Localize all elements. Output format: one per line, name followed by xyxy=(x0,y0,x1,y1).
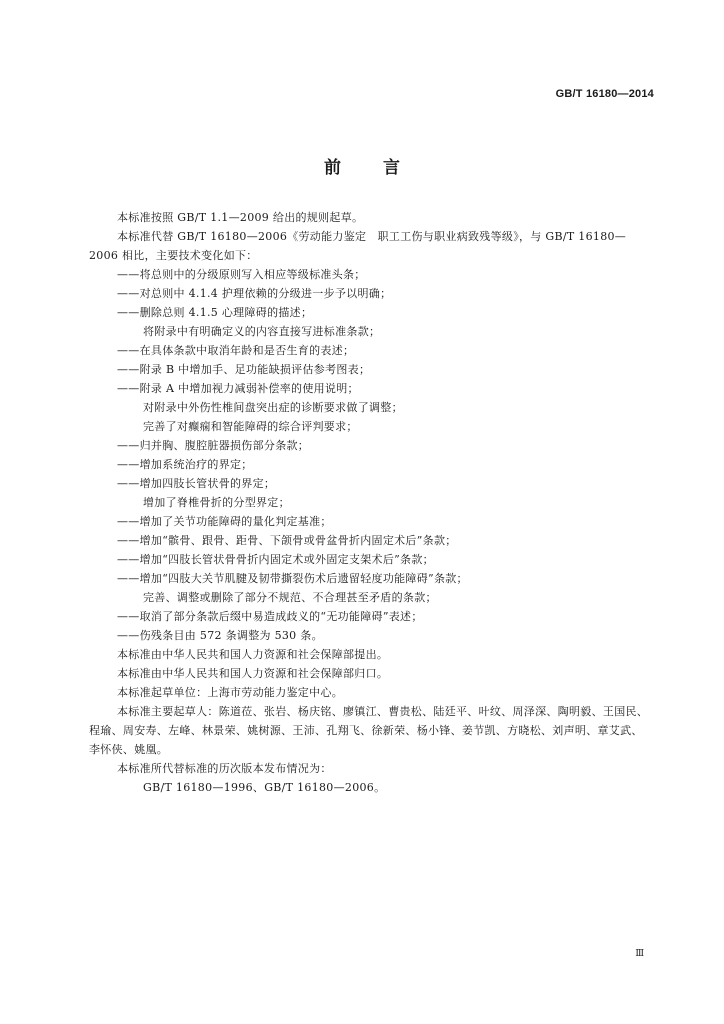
paragraph-proposer: 本标准由中华人民共和国人力资源和社会保障部提出。 xyxy=(117,648,389,661)
paragraph-drafters: 本标准主要起草人：陈道莅、张岩、杨庆铭、廖镇江、曹贵松、陆廷平、叶纹、周泽深、陶明毅、王国民、 xyxy=(117,705,649,718)
change-item: ——增加了关节功能障碍的量化判定基准； xyxy=(117,515,332,528)
change-item: 将附录中有明确定义的内容直接写进标准条款； xyxy=(143,325,381,338)
change-item: ——归并胸、腹腔脏器损伤部分条款； xyxy=(117,439,310,452)
change-item: ——增加系统治疗的界定； xyxy=(117,458,253,471)
foreword-body xyxy=(89,208,655,797)
change-item: ——取消了部分条款后缀中易造成歧义的“无功能障碍”表述； xyxy=(117,610,423,623)
paragraph-drafting-unit: 本标准起草单位：上海市劳动能力鉴定中心。 xyxy=(117,686,343,699)
paragraph-replaces-cont: 2006 相比，主要技术变化如下： xyxy=(89,249,258,262)
change-item: ——增加“四肢长管状骨骨折内固定术或外固定支架术后”条款； xyxy=(117,553,434,566)
change-item: ——增加四肢长管状骨的界定； xyxy=(117,477,276,490)
change-item: ——对总则中 4.1.4 护理依赖的分级进一步予以明确； xyxy=(117,287,392,300)
change-item: ——将总则中的分级原则写入相应等级标准头条； xyxy=(117,268,366,281)
change-item: ——增加“四肢大关节肌腱及韧带撕裂伤术后遗留轻度功能障碍”条款； xyxy=(117,572,468,585)
standard-code: GB/T 16180—2014 xyxy=(555,88,654,100)
change-item: ——删除总则 4.1.5 心理障碍的描述； xyxy=(117,306,313,319)
change-item: 对附录中外伤性椎间盘突出症的诊断要求做了调整； xyxy=(143,401,403,414)
change-item: ——伤残条目由 572 条调整为 530 条。 xyxy=(117,629,323,642)
change-item: 完善了对癫痫和智能障碍的综合评判要求； xyxy=(143,420,358,433)
paragraph-history: 本标准所代替标准的历次版本发布情况为： xyxy=(117,762,332,775)
change-item: ——在具体条款中取消年龄和是否生育的表述； xyxy=(117,344,355,357)
paragraph-drafters-cont: 李怀侠、姚凰。 xyxy=(89,743,169,756)
change-item: 完善、调整或删除了部分不规范、不合理甚至矛盾的条款； xyxy=(143,591,437,604)
change-item: ——附录 B 中增加手、足功能缺损评估参考图表； xyxy=(117,363,371,376)
paragraph-history-versions: GB/T 16180—1996、GB/T 16180—2006。 xyxy=(143,781,386,794)
paragraph-replaces: 本标准代替 GB/T 16180—2006《劳动能力鉴定 职工工伤与职业病致残等级》，与 GB/T 16180— xyxy=(117,230,627,243)
change-item: ——增加“髌骨、跟骨、距骨、下颌骨或骨盆骨折内固定术后”条款； xyxy=(117,534,457,547)
paragraph-drafting-rules: 本标准按照 GB/T 1.1—2009 给出的规则起草。 xyxy=(117,211,364,224)
change-item: 增加了脊椎骨折的分型界定； xyxy=(143,496,290,509)
section-title: 前言 xyxy=(324,158,442,178)
change-item: ——附录 A 中增加视力减弱补偿率的使用说明； xyxy=(117,382,359,395)
paragraph-administrator: 本标准由中华人民共和国人力资源和社会保障部归口。 xyxy=(117,667,389,680)
page-number: Ⅲ xyxy=(635,949,644,959)
paragraph-drafters-cont: 程瑜、周安寿、左峰、林景荣、姚树源、王沛、孔翔飞、徐新荣、杨小锋、姜节凯、方晓松、刘声明、章艾武、 xyxy=(89,724,643,737)
